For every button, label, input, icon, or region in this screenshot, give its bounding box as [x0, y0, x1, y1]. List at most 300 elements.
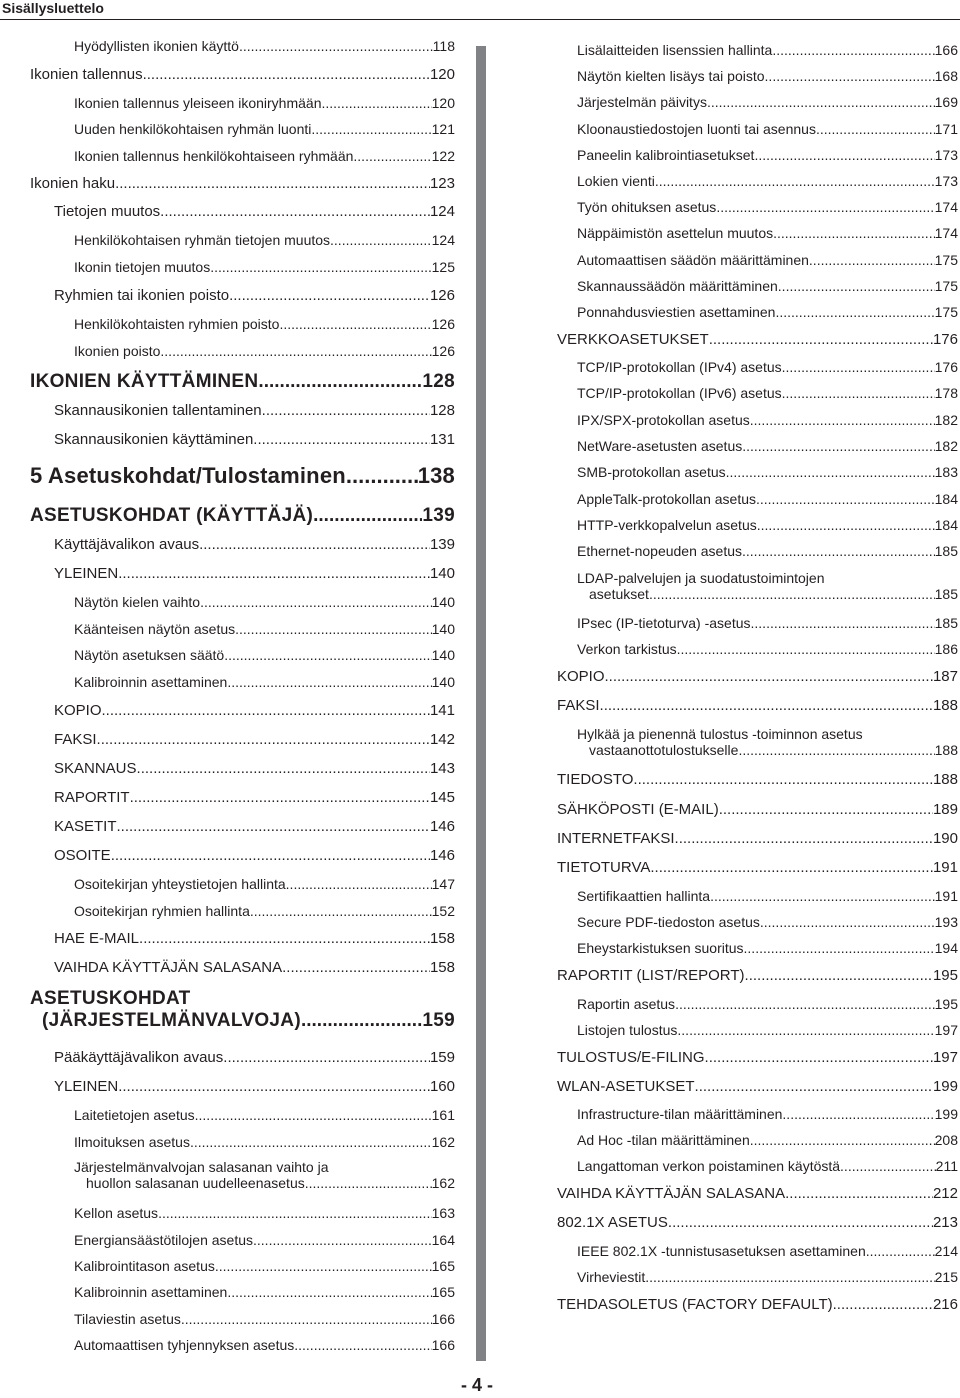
toc-entry-page-number: 195	[932, 967, 958, 984]
toc-dot-leader	[143, 66, 430, 83]
toc-entry-title: Lokien vienti	[577, 173, 655, 189]
toc-entry-title: Verkon tarkistus	[577, 641, 677, 657]
toc-entry-page-number: 184	[934, 517, 958, 533]
toc-entry-netware-asetusten-asetus[interactable]	[577, 438, 958, 454]
toc-entry-title: Ikonien tallennus	[30, 66, 143, 83]
toc-entry-ikonin-tietojen-muutos[interactable]	[74, 259, 455, 275]
toc-entry-faksi[interactable]	[54, 731, 455, 748]
toc-dot-leader	[633, 771, 933, 788]
toc-entry-title: Automaattisen tyhjennyksen asetus	[74, 1337, 295, 1353]
toc-entry-title: HTTP-verkkopalvelun asetus	[577, 517, 757, 533]
toc-dot-leader	[258, 371, 422, 393]
toc-dot-leader	[778, 278, 935, 294]
toc-dot-leader	[294, 1337, 431, 1353]
toc-entry-page-number: 182	[934, 412, 958, 428]
toc-entry-page-number: 199	[934, 1106, 958, 1122]
toc-entry-title: Pääkäyttäjävalikon avaus	[54, 1049, 224, 1066]
toc-dot-leader	[782, 385, 935, 401]
toc-dot-leader	[160, 203, 430, 220]
toc-entry-page-number: 118	[432, 38, 455, 54]
toc-entry-page-number: 175	[934, 278, 958, 294]
toc-dot-leader	[809, 252, 935, 268]
toc-entry-tcp-ip-protokollan-ipv6-asetus[interactable]	[577, 385, 958, 401]
toc-dot-leader	[775, 304, 934, 320]
toc-entry-tcp-ip-protokollan-ipv4-asetus[interactable]	[577, 359, 958, 375]
toc-entry-skannausikonien-kayttaminen[interactable]	[54, 431, 455, 448]
toc-entry-page-number: 125	[431, 259, 455, 275]
toc-dot-leader	[833, 1296, 933, 1313]
toc-dot-leader	[118, 1078, 430, 1095]
toc-entry-title: FAKSI	[54, 731, 97, 748]
toc-entry-osoitekirjan-ryhmien-hallinta[interactable]	[74, 903, 455, 919]
toc-entry-raportit-list-report[interactable]	[557, 967, 958, 984]
toc-entry-page-number: 158	[429, 959, 455, 976]
page-number: - 4 -	[461, 1375, 494, 1395]
toc-dot-leader	[675, 996, 935, 1012]
toc-entry-page-number: 140	[431, 594, 455, 610]
toc-entry-page-number: 174	[934, 199, 958, 215]
toc-dot-leader	[137, 760, 430, 777]
toc-entry-page-number: 173	[934, 147, 958, 163]
toc-entry-ad-hoc-tilan-maarittaminen[interactable]	[577, 1132, 958, 1148]
toc-dot-leader	[772, 42, 934, 58]
toc-entry-title: Eheystarkistuksen suoritus	[577, 940, 744, 956]
toc-entry-wlan-asetukset[interactable]	[557, 1078, 958, 1095]
toc-entry-page-number: 175	[934, 304, 958, 320]
toc-entry-title: Kloonaustiedostojen luonti tai asennus	[577, 121, 816, 137]
toc-entry-title: FAKSI	[557, 697, 600, 714]
toc-entry-page-number: 161	[431, 1107, 455, 1123]
toc-dot-leader	[757, 517, 935, 533]
toc-entry-skannausikonien-tallentaminen[interactable]	[54, 402, 455, 419]
toc-entry-title: WLAN-ASETUKSET	[557, 1078, 695, 1095]
toc-entry-title-line1: Järjestelmänvalvojan salasanan vaihto ja	[74, 1159, 329, 1175]
toc-entry-eheystarkistuksen-suoritus[interactable]	[577, 940, 958, 956]
toc-entry-internetfaksi[interactable]	[557, 830, 958, 847]
toc-entry-page-number: 182	[934, 438, 958, 454]
toc-entry-title: Ikonin tietojen muutos	[74, 259, 211, 275]
toc-entry-title: Ponnahdusviestien asettaminen	[577, 304, 776, 320]
toc-entry-page-number: 208	[934, 1132, 958, 1148]
toc-entry-page-number: 184	[934, 491, 958, 507]
toc-entry-title: Virheviestit	[577, 1269, 646, 1285]
toc-entry-jarjestelman-paivitys[interactable]	[577, 94, 958, 110]
toc-entry-hylkaa-ja-pienenna-tulostus-toiminnon-asetus[interactable]	[577, 726, 958, 758]
toc-entry-title: OSOITE	[54, 847, 111, 864]
toc-entry-title: Työn ohituksen asetus	[577, 199, 717, 215]
toc-entry-title: vastaanottotulostukselle	[589, 742, 739, 758]
toc-entry-title: SKANNAUS	[54, 760, 137, 777]
toc-dot-leader	[97, 731, 430, 748]
toc-dot-leader	[130, 789, 430, 806]
toc-entry-page-number: 191	[932, 859, 958, 876]
toc-entry-tehdasoletus-factory-default[interactable]	[557, 1296, 958, 1313]
toc-dot-leader	[117, 818, 430, 835]
toc-entry-ryhmien-tai-ikonien-poisto[interactable]	[54, 287, 455, 304]
toc-entry-page-number: 142	[429, 731, 455, 748]
toc-entry-title: Osoitekirjan yhteystietojen hallinta	[74, 876, 286, 892]
toc-entry-kopio[interactable]	[557, 668, 958, 685]
toc-dot-leader	[650, 859, 933, 876]
toc-entry-ikonien-tallennus[interactable]	[30, 66, 455, 83]
toc-entry-title: RAPORTIT (LIST/REPORT)	[557, 967, 745, 984]
toc-entry-page-number: 139	[429, 536, 455, 553]
toc-dot-leader	[111, 847, 430, 864]
toc-dot-leader	[745, 967, 933, 984]
toc-entry-sahkoposti-e-mail[interactable]	[557, 801, 958, 818]
toc-entry-ikonien-tallennus-yleiseen-ikoniryhmaan[interactable]	[74, 95, 455, 111]
toc-entry-page-number: 187	[932, 668, 958, 685]
toc-entry-nayton-asetuksen-saato[interactable]	[74, 647, 455, 663]
toc-entry-title: Listojen tulostus	[577, 1022, 678, 1038]
toc-entry-tiedosto[interactable]	[557, 771, 958, 788]
toc-entry-page-number: 145	[429, 789, 455, 806]
toc-entry-hyodyllisten-ikonien-kaytto[interactable]	[74, 38, 455, 54]
toc-dot-leader	[279, 316, 431, 332]
toc-entry-title: Näytön asetuksen säätö	[74, 647, 225, 663]
toc-entry-henkilokohtaisten-ryhmien-poisto[interactable]	[74, 316, 455, 332]
toc-entry-lisalaitteiden-lisenssien-hallinta[interactable]	[577, 42, 958, 58]
toc-entry-title: Osoitekirjan ryhmien hallinta	[74, 903, 250, 919]
toc-entry-page-number: 121	[431, 121, 455, 137]
toc-entry-title: Laitetietojen asetus	[74, 1107, 195, 1123]
toc-entry-ikonien-kayttaminen[interactable]	[30, 371, 455, 393]
toc-entry-title: Näytön kielten lisäys tai poisto	[577, 68, 765, 84]
toc-entry-hae-e-mail[interactable]	[54, 930, 455, 947]
toc-entry-title: KOPIO	[54, 702, 102, 719]
column-divider-bar	[476, 46, 486, 1361]
toc-dot-leader	[227, 1284, 431, 1300]
toc-entry-title: Käyttäjävalikon avaus	[54, 536, 200, 553]
toc-entry-title: Ethernet-nopeuden asetus	[577, 543, 743, 559]
toc-entry-lokien-vienti[interactable]	[577, 173, 958, 189]
toc-dot-leader	[253, 431, 430, 448]
toc-entry-raportin-asetus[interactable]	[577, 996, 958, 1012]
toc-dot-leader	[321, 95, 431, 111]
toc-entry-asetuskohdat[interactable]	[30, 988, 455, 1032]
toc-entry-title: Ikonien tallennus yleiseen ikoniryhmään	[74, 95, 322, 111]
toc-entry-ipx-spx-protokollan-asetus[interactable]	[577, 412, 958, 428]
toc-dot-leader	[677, 641, 935, 657]
toc-entry-page-number: 159	[422, 1010, 455, 1031]
toc-entry-raportit[interactable]	[54, 789, 455, 806]
toc-dot-leader	[235, 621, 432, 637]
toc-entry-title: IEEE 802.1X -tunnistusasetuksen asettaminen	[577, 1243, 866, 1259]
toc-entry-title: AppleTalk-protokollan asetus	[577, 491, 756, 507]
toc-dot-leader	[199, 536, 430, 553]
toc-entry-ikonien-haku[interactable]	[30, 175, 455, 192]
toc-entry-title: Uuden henkilökohtaisen ryhmän luonti	[74, 121, 312, 137]
toc-entry-page-number: 128	[429, 402, 455, 419]
toc-entry-page-number: 122	[431, 148, 455, 164]
toc-dot-leader	[709, 331, 933, 348]
toc-entry-title: VAIHDA KÄYTTÄJÄN SALASANA	[54, 959, 283, 976]
toc-entry-title: Skannausikonien tallentaminen	[54, 402, 262, 419]
toc-entry-kayttajavalikon-avaus[interactable]	[54, 536, 455, 553]
toc-dot-leader	[744, 940, 935, 956]
toc-entry-page-number: 213	[932, 1214, 958, 1231]
toc-entry-page-number: 146	[429, 847, 455, 864]
toc-entry-title: RAPORTIT	[54, 789, 130, 806]
toc-entry-page-number: 178	[934, 385, 958, 401]
toc-entry-page-number: 123	[429, 175, 455, 192]
toc-dot-leader	[229, 287, 430, 304]
toc-dot-leader	[190, 1134, 432, 1150]
toc-dot-leader	[716, 199, 934, 215]
toc-entry-vaihda-kayttajan-salasana[interactable]	[557, 1185, 958, 1202]
toc-entry-title: SMB-protokollan asetus	[577, 464, 726, 480]
toc-entry-title: KOPIO	[557, 668, 605, 685]
toc-entry-asetuskohdat-kayttaja[interactable]	[30, 505, 455, 527]
toc-dot-leader	[751, 615, 935, 631]
toc-entry-verkkoasetukset[interactable]	[557, 331, 958, 348]
toc-entry-ikonien-poisto[interactable]	[74, 343, 455, 359]
toc-dot-leader	[750, 412, 935, 428]
toc-entry-title: huollon salasanan uudelleenasetus	[86, 1175, 305, 1191]
toc-entry-tietojen-muutos[interactable]	[54, 203, 455, 220]
toc-dot-leader	[754, 147, 934, 163]
toc-entry-title: Ikonien poisto	[74, 343, 161, 359]
toc-entry-title: 5 Asetuskohdat/Tulostaminen	[30, 463, 346, 488]
toc-entry-langattoman-verkon-poistaminen-kaytosta[interactable]	[577, 1158, 958, 1174]
toc-entry-kopio[interactable]	[54, 702, 455, 719]
toc-entry-virheviestit[interactable]	[577, 1269, 958, 1285]
toc-entry-title: Tilaviestin asetus	[74, 1311, 181, 1327]
toc-entry-page-number: 175	[934, 252, 958, 268]
toc-entry-title: SÄHKÖPOSTI (E-MAIL)	[557, 801, 719, 818]
toc-dot-leader	[115, 175, 430, 192]
toc-entry-title: Kalibrointitason asetus	[74, 1258, 215, 1274]
toc-entry-laitetietojen-asetus[interactable]	[74, 1107, 455, 1123]
toc-entry-page-number: 185	[934, 586, 958, 602]
toc-dot-leader	[313, 505, 422, 527]
toc-entry-kloonaustiedostojen-luonti-tai-asennus[interactable]	[577, 121, 958, 137]
toc-entry-page-number: 214	[934, 1243, 958, 1259]
toc-dot-leader	[330, 232, 432, 248]
toc-entry-title: IPsec (IP-tietoturva) -asetus	[577, 615, 751, 631]
toc-entry-page-number: 159	[429, 1049, 455, 1066]
toc-entry-title: Kalibroinnin asettaminen	[74, 1284, 228, 1300]
toc-entry-vaihda-kayttajan-salasana[interactable]	[54, 959, 455, 976]
toc-entry-uuden-henkilokohtaisen-ryhman-luonti[interactable]	[74, 121, 455, 137]
toc-entry-tilaviestin-asetus[interactable]	[74, 1311, 455, 1327]
toc-entry-title: (JÄRJESTELMÄNVALVOJA)	[42, 1010, 301, 1031]
toc-entry-ikonien-tallennus-henkilokohtaiseen-ryhmaan[interactable]	[74, 148, 455, 164]
toc-entry-yleinen[interactable]	[54, 1078, 455, 1095]
toc-dot-leader	[311, 121, 431, 137]
toc-entry-title: Tietojen muutos	[54, 203, 161, 220]
toc-entry-energiansaastotilojen-asetus[interactable]	[74, 1232, 455, 1248]
toc-entry-title: Ikonien haku	[30, 175, 116, 192]
toc-entry-nayton-kielen-vaihto[interactable]	[74, 594, 455, 610]
toc-entry-ipsec-ip-tietoturva-asetus[interactable]	[577, 615, 958, 631]
toc-entry-802-1x-asetus[interactable]	[557, 1214, 958, 1231]
toc-dot-leader	[353, 148, 431, 164]
toc-entry-automaattisen-saadon-maarittaminen[interactable]	[577, 252, 958, 268]
toc-entry-tyon-ohituksen-asetus[interactable]	[577, 199, 958, 215]
toc-entry-title: Sertifikaattien hallinta	[577, 888, 711, 904]
header-rule	[0, 19, 960, 20]
toc-entry-tietoturva[interactable]	[557, 859, 958, 876]
toc-dot-leader	[605, 668, 933, 685]
toc-entry-ldap-palvelujen-ja-suodatustoimintojen[interactable]	[577, 570, 958, 602]
toc-entry-page-number: 195	[934, 996, 958, 1012]
toc-entry-title: Näppäimistön asettelun muutos	[577, 225, 774, 241]
toc-dot-leader	[195, 1107, 432, 1123]
toc-entry-page-number: 126	[431, 316, 455, 332]
toc-dot-leader	[649, 586, 935, 602]
toc-dot-leader	[756, 491, 935, 507]
toc-dot-leader	[160, 343, 431, 359]
toc-entry-jarjestelmanvalvojan-salasanan-vaihto-ja[interactable]	[74, 1159, 455, 1191]
toc-entry-title: TIEDOSTO	[557, 771, 634, 788]
toc-entry-title: Infrastructure-tilan määrittäminen	[577, 1106, 783, 1122]
toc-entry-title: Langattoman verkon poistaminen käytöstä	[577, 1158, 841, 1174]
toc-dot-leader	[262, 402, 430, 419]
toc-dot-leader	[738, 742, 934, 758]
toc-entry-skannaussaadon-maarittaminen[interactable]	[577, 278, 958, 294]
toc-entry-page-number: 189	[932, 801, 958, 818]
toc-entry-secure-pdf-tiedoston-asetus[interactable]	[577, 914, 958, 930]
toc-entry-kellon-asetus[interactable]	[74, 1205, 455, 1221]
toc-entry-page-number: 147	[431, 876, 455, 892]
toc-entry-automaattisen-tyhjennyksen-asetus[interactable]	[74, 1337, 455, 1353]
toc-entry-page-number: 197	[934, 1022, 958, 1038]
toc-entry-page-number: 162	[431, 1175, 455, 1191]
toc-entry-page-number: 160	[429, 1078, 455, 1095]
toc-dot-leader	[250, 903, 432, 919]
toc-entry-page-number: 128	[422, 371, 455, 392]
toc-entry-title: Näytön kielen vaihto	[74, 594, 201, 610]
toc-entry-page-number: 193	[934, 914, 958, 930]
toc-entry-osoite[interactable]	[54, 847, 455, 864]
toc-entry-ethernet-nopeuden-asetus[interactable]	[577, 543, 958, 559]
toc-dot-leader	[742, 438, 934, 454]
toc-entry-title: Järjestelmän päivitys	[577, 94, 707, 110]
toc-entry-page-number: 140	[431, 647, 455, 663]
toc-entry-paakayttajavalikon-avaus[interactable]	[54, 1049, 455, 1066]
toc-entry-title: VAIHDA KÄYTTÄJÄN SALASANA	[557, 1185, 786, 1202]
toc-entry-verkon-tarkistus[interactable]	[577, 641, 958, 657]
toc-entry-paneelin-kalibrointiasetukset[interactable]	[577, 147, 958, 163]
toc-entry-title: Ikonien tallennus henkilökohtaiseen ryhmään	[74, 148, 354, 164]
toc-dot-leader	[286, 876, 432, 892]
toc-entry-page-number: 166	[934, 42, 958, 58]
toc-entry-page-number: 166	[431, 1311, 455, 1327]
toc-dot-leader	[726, 464, 935, 480]
toc-entry-henkilokohtaisen-ryhman-tietojen-muutos[interactable]	[74, 232, 455, 248]
toc-entry-page-number: 152	[431, 903, 455, 919]
toc-entry-page-number: 139	[422, 505, 455, 526]
toc-entry-title: Skannausikonien käyttäminen	[54, 431, 254, 448]
toc-dot-leader	[695, 1078, 933, 1095]
toc-dot-leader	[675, 830, 933, 847]
toc-entry-smb-protokollan-asetus[interactable]	[577, 464, 958, 480]
toc-entry-title: TCP/IP-protokollan (IPv4) asetus	[577, 359, 782, 375]
toc-entry-infrastructure-tilan-maarittaminen[interactable]	[577, 1106, 958, 1122]
toc-entry-title: Kalibroinnin asettaminen	[74, 674, 228, 690]
toc-dot-leader	[118, 565, 430, 582]
toc-entry-page-number: 188	[934, 742, 958, 758]
toc-entry-page-number: 141	[429, 702, 455, 719]
toc-dot-leader	[760, 914, 935, 930]
toc-dot-leader	[102, 702, 430, 719]
toc-entry-5-asetuskohdat-tulostaminen[interactable]	[30, 463, 455, 489]
toc-entry-page-number: 146	[429, 818, 455, 835]
toc-entry-kalibrointitason-asetus[interactable]	[74, 1258, 455, 1274]
toc-entry-page-number: 143	[429, 760, 455, 777]
toc-dot-leader	[782, 1106, 934, 1122]
toc-entry-title: Ryhmien tai ikonien poisto	[54, 287, 230, 304]
toc-dot-leader	[223, 1049, 430, 1066]
toc-entry-sertifikaattien-hallinta[interactable]	[577, 888, 958, 904]
toc-entry-faksi[interactable]	[557, 697, 958, 714]
toc-entry-ilmoituksen-asetus[interactable]	[74, 1134, 455, 1150]
toc-entry-kalibroinnin-asettaminen[interactable]	[74, 1284, 455, 1300]
toc-entry-nayton-kielten-lisays-tai-poisto[interactable]	[577, 68, 958, 84]
toc-dot-leader	[705, 1049, 933, 1066]
toc-entry-ponnahdusviestien-asettaminen[interactable]	[577, 304, 958, 320]
toc-entry-yleinen[interactable]	[54, 565, 455, 582]
toc-entry-page-number: 158	[429, 930, 455, 947]
toc-entry-title: NetWare-asetusten asetus	[577, 438, 743, 454]
toc-dot-leader	[224, 647, 431, 663]
toc-entry-page-number: 186	[934, 641, 958, 657]
toc-dot-leader	[305, 1175, 432, 1191]
toc-entry-title: IKONIEN KÄYTTÄMINEN	[30, 371, 259, 392]
toc-entry-kaanteisen-nayton-asetus[interactable]	[74, 621, 455, 637]
toc-entry-page-number: 176	[934, 359, 958, 375]
page-header-label: Sisällysluettelo	[2, 0, 104, 16]
toc-dot-leader	[785, 1185, 933, 1202]
toc-dot-leader	[866, 1243, 935, 1259]
toc-entry-skannaus[interactable]	[54, 760, 455, 777]
toc-entry-title-line1: LDAP-palvelujen ja suodatustoimintojen	[577, 570, 825, 586]
toc-dot-leader	[282, 959, 430, 976]
toc-entry-listojen-tulostus[interactable]	[577, 1022, 958, 1038]
toc-entry-nappaimiston-asettelun-muutos[interactable]	[577, 225, 958, 241]
toc-dot-leader	[215, 1258, 432, 1274]
toc-entry-title: TIETOTURVA	[557, 859, 651, 876]
toc-entry-http-verkkopalvelun-asetus[interactable]	[577, 517, 958, 533]
toc-entry-page-number: 194	[934, 940, 958, 956]
toc-entry-title: VERKKOASETUKSET	[557, 331, 709, 348]
toc-dot-leader	[750, 1132, 935, 1148]
toc-entry-title: HAE E-MAIL	[54, 930, 140, 947]
toc-dot-leader	[710, 888, 935, 904]
toc-entry-page-number: 126	[429, 287, 455, 304]
toc-entry-page-number: 140	[431, 674, 455, 690]
toc-entry-page-number: 165	[431, 1258, 455, 1274]
toc-entry-title: Henkilökohtaisen ryhmän tietojen muutos	[74, 232, 331, 248]
toc-entry-page-number: 124	[429, 203, 455, 220]
toc-entry-kalibroinnin-asettaminen[interactable]	[74, 674, 455, 690]
toc-entry-osoitekirjan-yhteystietojen-hallinta[interactable]	[74, 876, 455, 892]
toc-dot-leader	[742, 543, 935, 559]
toc-entry-kasetit[interactable]	[54, 818, 455, 835]
toc-entry-page-number: 124	[431, 232, 455, 248]
toc-entry-title: Henkilökohtaisten ryhmien poisto	[74, 316, 280, 332]
toc-entry-page-number: 163	[431, 1205, 455, 1221]
toc-dot-leader	[301, 1010, 422, 1032]
toc-entry-ieee-802-1x-tunnistusasetuksen-asettaminen[interactable]	[577, 1243, 958, 1259]
toc-entry-page-number: 138	[417, 463, 455, 488]
toc-entry-title: IPX/SPX-protokollan asetus	[577, 412, 750, 428]
toc-entry-tulostus-e-filing[interactable]	[557, 1049, 958, 1066]
toc-dot-leader	[645, 1269, 934, 1285]
toc-entry-appletalk-protokollan-asetus[interactable]	[577, 491, 958, 507]
toc-entry-page-number: 212	[932, 1185, 958, 1202]
